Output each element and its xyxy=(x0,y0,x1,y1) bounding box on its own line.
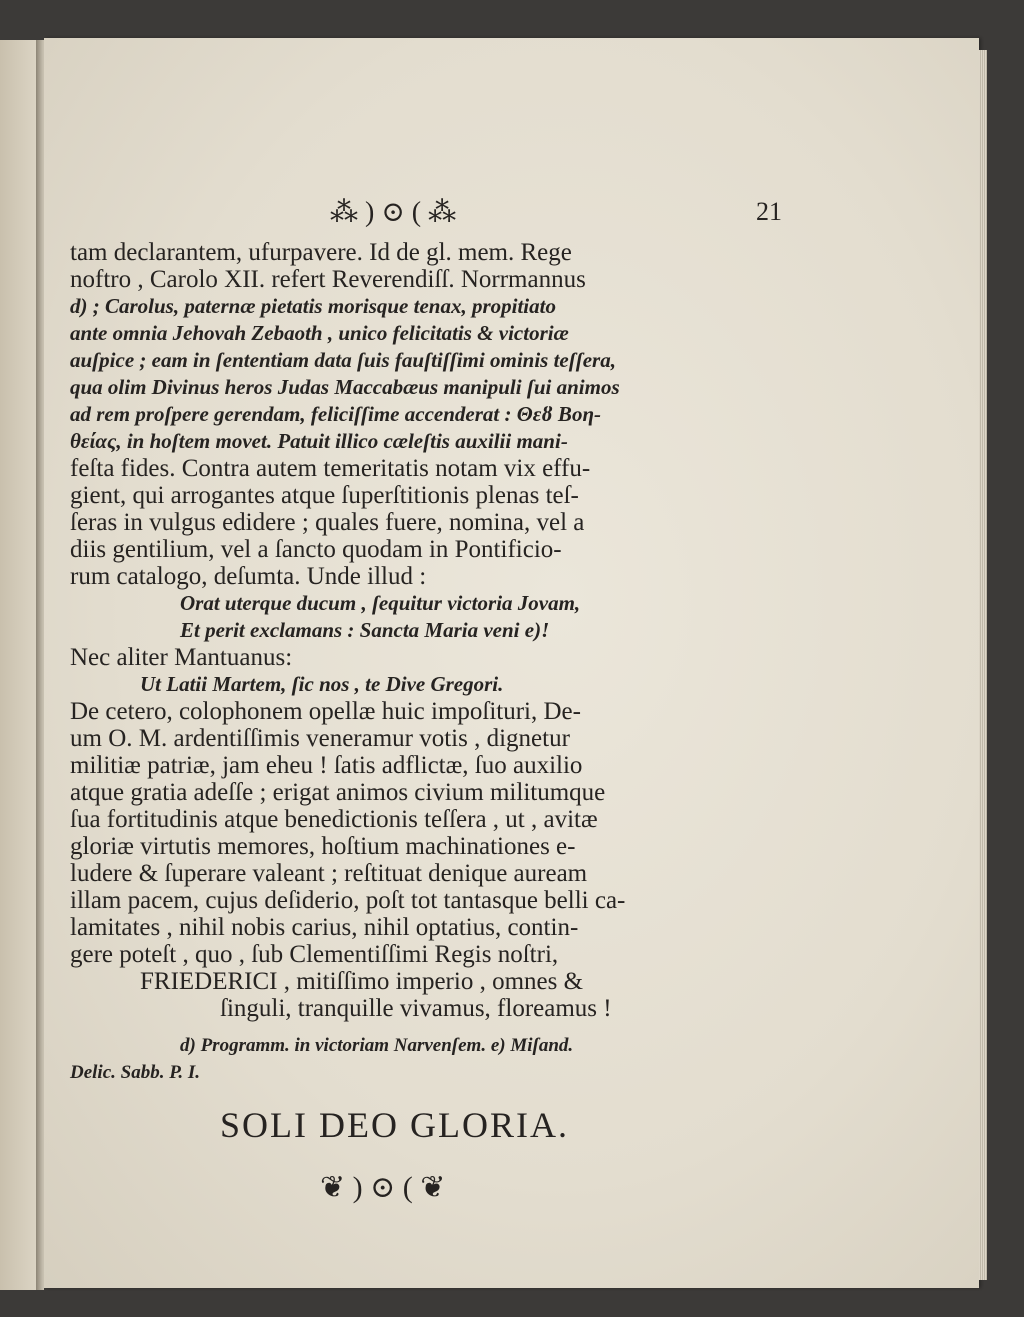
text-line: Nec aliter Mantuanus: xyxy=(70,644,293,671)
page-content xyxy=(70,195,782,1205)
book-gutter xyxy=(36,40,44,1290)
text-line: um O. M. ardentiſſimis veneramur votis , dignetur xyxy=(70,725,570,752)
text-line: diis gentilium, vel a ſancto quodam in Pontificio- xyxy=(70,536,562,563)
text-line: militiæ patriæ, jam eheu ! ſatis adflictæ, ſuo auxilio xyxy=(70,752,583,779)
text-line: FRIEDERICI , mitiſſimo imperio , omnes & xyxy=(140,968,584,995)
footnote: Delic. Sabb. P. I. xyxy=(70,1062,201,1083)
text-line: ſua fortitudinis atque benedictionis teſſera , ut , avitæ xyxy=(70,806,598,833)
text-line: noftro , Carolo XII. refert Reverendiſſ. Norrmannus xyxy=(70,266,586,293)
text-line: auſpice ; eam in ſententiam data ſuis fauſtiſſimi ominis teſſera, xyxy=(70,348,616,372)
closing-title: SOLI DEO GLORIA. xyxy=(220,1105,569,1145)
text-line: ad rem proſpere gerendam, feliciſſime accenderat : Θεȣ Βοη- xyxy=(70,402,601,426)
text-line: gloriæ virtutis memores, hoſtium machinationes e- xyxy=(70,833,576,860)
verse-line: Orat uterque ducum , ſequitur victoria Jovam, xyxy=(180,591,581,615)
text-line: atque gratia adeſſe ; erigat animos civium militumque xyxy=(70,779,606,806)
text-line: ſeras in vulgus edidere ; quales fuere, nomina, vel a xyxy=(70,509,585,536)
page-header xyxy=(70,195,782,239)
text-line: ſinguli, tranquille vivamus, floreamus ! xyxy=(220,995,612,1022)
text-line: θείας, in hoſtem movet. Patuit illico cæleſtis auxilii mani- xyxy=(70,429,568,453)
text-line: lamitates , nihil nobis carius, nihil optatius, contin- xyxy=(70,914,579,941)
text-line: d) ; Carolus, paternæ pietatis morisque tenax, propitiato xyxy=(70,294,556,318)
text-line: feſta fides. Contra autem temeritatis notam vix effu- xyxy=(70,455,591,482)
text-line: qua olim Divinus heros Judas Maccabæus manipuli ſui animos xyxy=(70,375,620,399)
text-line: gere poteſt , quo , ſub Clementiſſimi Regis noſtri, xyxy=(70,941,559,968)
verse-line: Et perit exclamans : Sancta Maria veni e)! xyxy=(180,618,550,642)
previous-page-edge xyxy=(0,40,40,1290)
verse-line: Ut Latii Martem, ſic nos , te Dive Gregori. xyxy=(140,672,504,696)
text-line: rum catalogo, deſumta. Unde illud : xyxy=(70,563,427,590)
page-stack-edge xyxy=(979,50,987,1280)
text-line: ante omnia Jehovah Zebaoth , unico felicitatis & victoriæ xyxy=(70,321,569,345)
text-line: ludere & ſuperare valeant ; reſtituat denique auream xyxy=(70,860,588,887)
text-line: gient, qui arrogantes atque ſuperſtitionis plenas teſ- xyxy=(70,482,579,509)
text-line: tam declarantem, ufurpavere. Id de gl. mem. Rege xyxy=(70,239,572,266)
header-ornament: ⁂ ) ⊙ ( ⁂ xyxy=(330,197,457,228)
text-line: illam pacem, cujus deſiderio, poſt tot tantasque belli ca- xyxy=(70,887,626,914)
footnote: d) Programm. in victoriam Narvenſem. e) Miſand. xyxy=(180,1035,574,1056)
page-number: 21 xyxy=(756,197,782,226)
text-line: De cetero, colophonem opellæ huic impoſituri, De- xyxy=(70,698,581,725)
tailpiece-ornament: ❦ ) ⊙ ( ❦ xyxy=(320,1171,446,1204)
